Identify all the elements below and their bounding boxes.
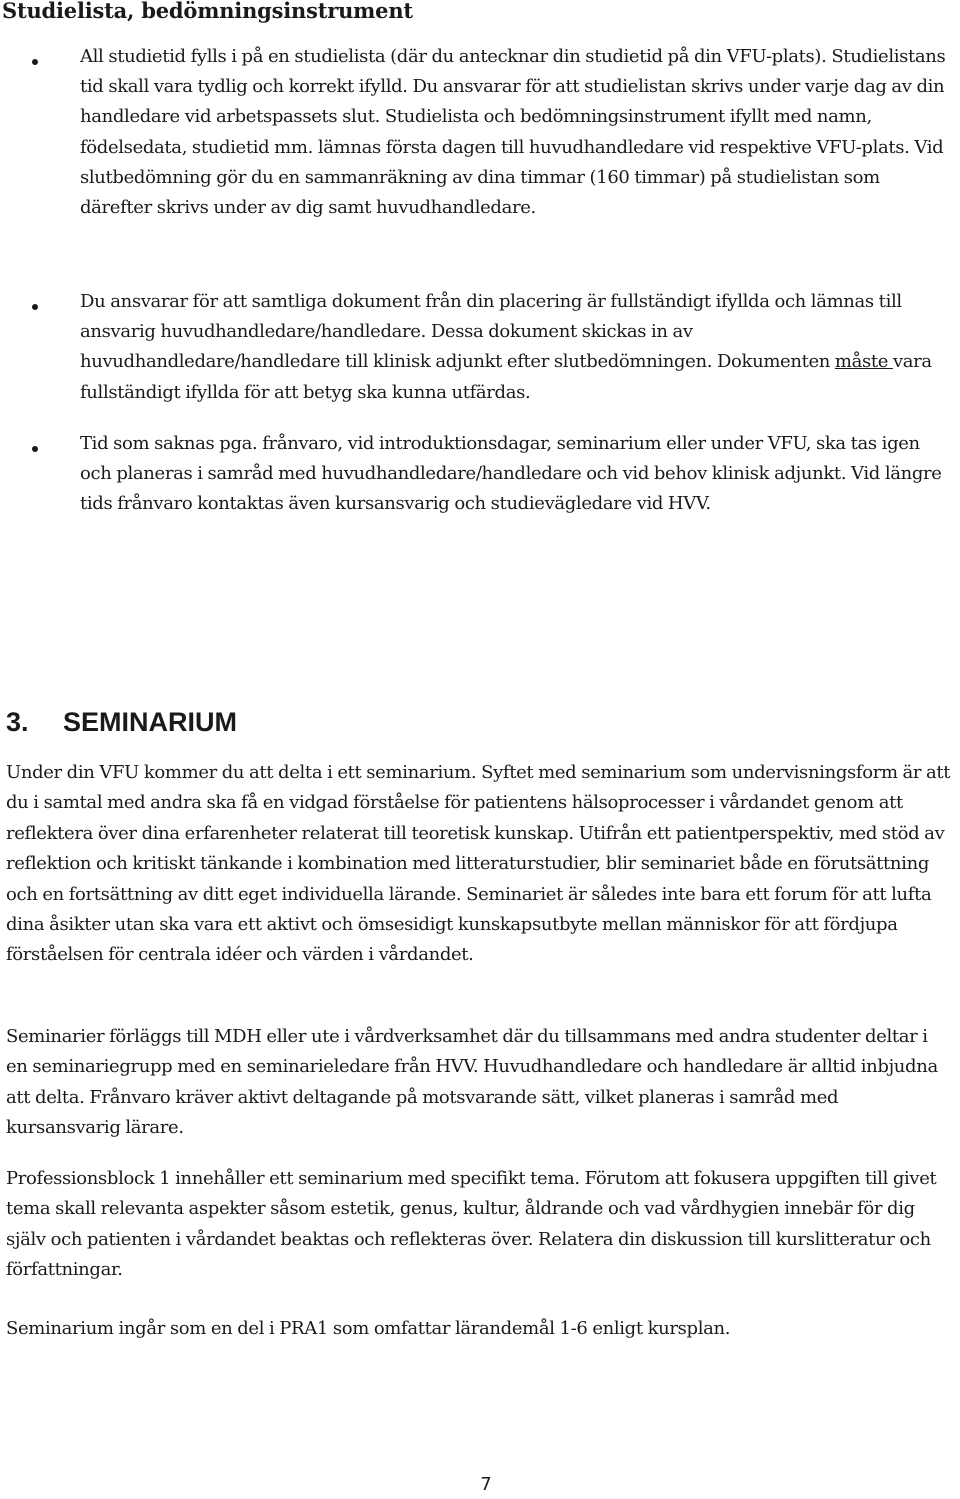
paragraph: Professionsblock 1 innehåller ett seminarium med specifikt tema. Förutom att fokusera uppgiften till givet tema skall relevanta aspekter såsom estetik, genus, kultur, åldrande och vad vårdhygien innebär för dig själv och patienten i vårdandet beaktas och reflekteras över. Relatera din diskussion till kurslitteratur och författningar.	[6, 1168, 937, 1281]
page-number: 7	[480, 1474, 492, 1495]
section-number: 3.	[6, 707, 29, 737]
paragraph: Seminarier förläggs till MDH eller ute i vårdverksamhet där du tillsammans med andra studenter deltar i en seminariegrupp med en seminarieledare från HVV. Huvudhandledare och handledare är alltid inbjudna att delta. Frånvaro kräver aktivt deltagande på motsvarande sätt, vilket planeras i samråd med kursansvarig lärare.	[6, 1026, 938, 1139]
bullet-dot-icon	[32, 59, 38, 65]
bullet-text: Tid som saknas pga. frånvaro, vid introduktionsdagar, seminarium eller under VFU, ska tas igen och planeras i samråd med huvudhandledare/handledare och vid behov klinisk adjunkt. Vid längre tids frånvaro kontaktas även kursansvarig och studievägledare vid HVV.	[80, 433, 942, 515]
underlined-word: måste	[834, 351, 893, 373]
bullet-text	[80, 287, 952, 408]
subsection-heading: Studielista, bedömningsinstrument	[2, 0, 413, 23]
section-title: SEMINARIUM	[63, 707, 237, 737]
bullet-dot-icon	[32, 304, 38, 310]
bullet-text-after: vara fullständigt ifyllda för att betyg ska kunna utfärdas.	[80, 351, 932, 403]
bullet-dot-icon	[32, 446, 38, 452]
bullet-text-before: Du ansvarar för att samtliga dokument från din placering är fullständigt ifyllda och lämnas till ansvarig huvudhandledare/handledare. Dessa dokument skickas in av huvudhandledare/handledare till klinisk adjunkt efter slutbedömningen. Dokumenten	[80, 291, 902, 373]
section-heading	[6, 702, 237, 742]
paragraph: Seminarium ingår som en del i PRA1 som omfattar lärandemål 1-6 enligt kursplan.	[6, 1318, 731, 1339]
bullet-text: All studietid fylls i på en studielista (där du antecknar din studietid på din VFU-plats). Studielistans tid skall vara tydlig och korrekt ifylld. Du ansvarar för att studielistan skrivs under varje dag av din handledare vid arbetspassets slut. Studielista och bedömningsinstrument ifyllt med namn, födelsedata, studietid mm. lämnas första dagen till huvudhandledare vid respektive VFU-plats. Vid slutbedömning gör du en sammanräkning av dina timmar (160 timmar) på studielistan som därefter skrivs under av dig samt huvudhandledare.	[80, 46, 946, 219]
paragraph: Under din VFU kommer du att delta i ett seminarium. Syftet med seminarium som undervisningsform är att du i samtal med andra ska få en vidgad förståelse för patientens hälsoprocesser i vårdandet genom att reflektera över dina erfarenheter relaterat till teoretisk kunskap. Utifrån ett patientperspektiv, med stöd av reflektion och kritiskt tänkande i kombination med litteraturstudier, blir seminariet både en förutsättning och en fortsättning av ditt eget individuella lärande. Seminariet är således inte bara ett forum för att lufta dina åsikter utan ska vara ett aktivt och ömsesidigt kunskapsutbyte mellan människor för att fördjupa förståelsen för centrala idéer och värden i vårdandet.	[6, 762, 951, 966]
